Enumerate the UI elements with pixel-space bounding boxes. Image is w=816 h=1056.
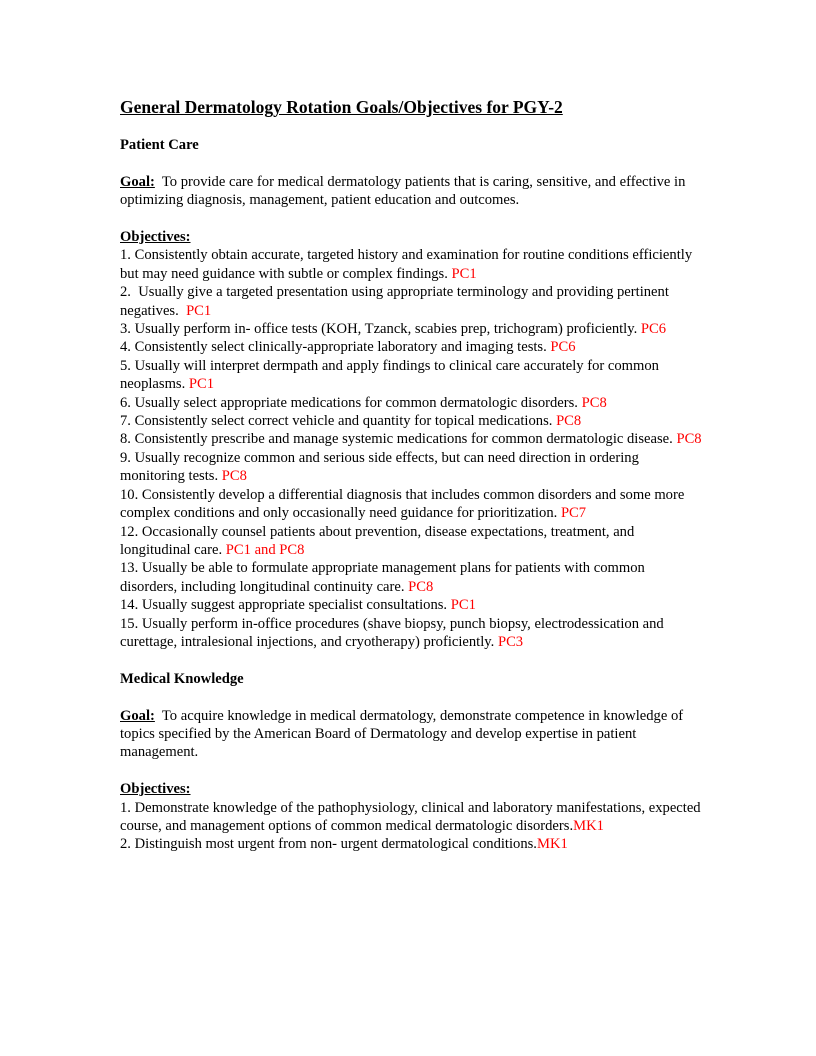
- competency-code: PC6: [550, 339, 576, 356]
- competency-code: PC8: [581, 394, 607, 411]
- objective-item: [120, 486, 704, 523]
- objective-item: [120, 615, 704, 652]
- objective-item: [120, 559, 704, 596]
- objective-item: [120, 320, 704, 338]
- objective-text: 5. Usually will interpret dermpath and apply findings to clinical care accurately for common neoplasms.: [120, 357, 659, 393]
- competency-code: PC8: [556, 413, 582, 430]
- objective-item: [120, 283, 704, 320]
- goal-paragraph: [120, 173, 704, 210]
- objective-text: 7. Consistently select correct vehicle and quantity for topical medications.: [120, 413, 557, 430]
- objective-item: [120, 412, 704, 430]
- objective-item: [120, 523, 704, 560]
- objective-text: 2. Distinguish most urgent from non- urgent dermatological conditions.: [120, 836, 537, 853]
- objectives-heading: Objectives:: [120, 781, 191, 798]
- competency-code: MK1: [573, 817, 604, 834]
- objective-text: 8. Consistently prescribe and manage systemic medications for common dermatologic disease.: [120, 431, 677, 448]
- competency-code: PC6: [640, 321, 667, 338]
- section-medical-knowledge: [120, 670, 704, 854]
- competency-code: PC3: [497, 633, 524, 650]
- competency-code: PC1 and PC8: [225, 541, 305, 558]
- objective-item: [120, 835, 704, 853]
- goal-label: Goal:: [120, 707, 155, 724]
- objective-item: [120, 799, 704, 836]
- goal-label: Goal:: [120, 173, 155, 190]
- objective-text: 15. Usually perform in-office procedures (shave biopsy, punch biopsy, electrodessication and curettage, intralesional injections, and cryotherapy) proficiently.: [120, 615, 664, 650]
- objective-text: 1. Demonstrate knowledge of the pathophysiology, clinical and laboratory manifestations, expected course, and management options of common medical dermatologic disorders.: [120, 799, 701, 834]
- objective-text: 14. Usually suggest appropriate specialist consultations.: [120, 597, 451, 614]
- competency-code: PC1: [450, 597, 476, 614]
- objectives-list: [120, 799, 704, 854]
- section-patient-care: [120, 136, 704, 651]
- section-title: Medical Knowledge: [120, 670, 244, 687]
- objective-text: 3. Usually perform in- office tests (KOH, Tzanck, scabies prep, trichogram) proficiently.: [120, 321, 641, 338]
- objective-item: [120, 449, 704, 486]
- goal-text: To provide care for medical dermatology patients that is caring, sensitive, and effective in optimizing diagnosis, management, patient education and outcomes.: [120, 173, 690, 209]
- competency-code: PC7: [560, 505, 587, 522]
- objective-text: 2. Usually give a targeted presentation using appropriate terminology and providing pertinent negatives.: [120, 284, 673, 319]
- objective-text: 1. Consistently obtain accurate, targeted history and examination for routine conditions efficiently but may need guidance with subtle or complex findings.: [120, 247, 693, 282]
- objective-text: 4. Consistently select clinically-appropriate laboratory and imaging tests.: [120, 339, 551, 356]
- competency-code: PC8: [676, 431, 702, 448]
- competency-code: PC1: [186, 302, 212, 319]
- objective-item: [120, 338, 704, 356]
- objective-text: 12. Occasionally counsel patients about prevention, disease expectations, treatment, and longitudinal care.: [120, 523, 635, 558]
- objective-item: [120, 430, 704, 448]
- objective-text: 13. Usually be able to formulate appropriate management plans for patients with common disorders, including longitudinal continuity care.: [120, 560, 645, 595]
- objectives-list: [120, 246, 704, 651]
- objective-item: [120, 596, 704, 614]
- goal-text: To acquire knowledge in medical dermatology, demonstrate competence in knowledge of topics specified by the American Board of Dermatology and develop expertise in patient management.: [120, 707, 687, 761]
- competency-code: PC8: [408, 578, 434, 595]
- section-title: Patient Care: [120, 137, 199, 153]
- competency-code: PC8: [221, 468, 247, 485]
- objective-text: 10. Consistently develop a differential diagnosis that includes common disorders and some more complex conditions and only occasionally need guidance for prioritization.: [120, 486, 685, 522]
- objective-item: [120, 246, 704, 283]
- competency-code: PC1: [451, 265, 477, 282]
- objective-text: 6. Usually select appropriate medications for common dermatologic disorders.: [120, 394, 582, 411]
- objective-item: [120, 394, 704, 412]
- document-title: General Dermatology Rotation Goals/Objectives for PGY-2: [120, 97, 563, 117]
- objective-item: [120, 357, 704, 394]
- objective-text: 9. Usually recognize common and serious side effects, but can need direction in ordering monitoring tests.: [120, 449, 639, 485]
- competency-code: MK1: [536, 836, 568, 853]
- objectives-heading: Objectives:: [120, 229, 191, 245]
- competency-code: PC1: [188, 376, 215, 393]
- goal-paragraph: [120, 707, 704, 762]
